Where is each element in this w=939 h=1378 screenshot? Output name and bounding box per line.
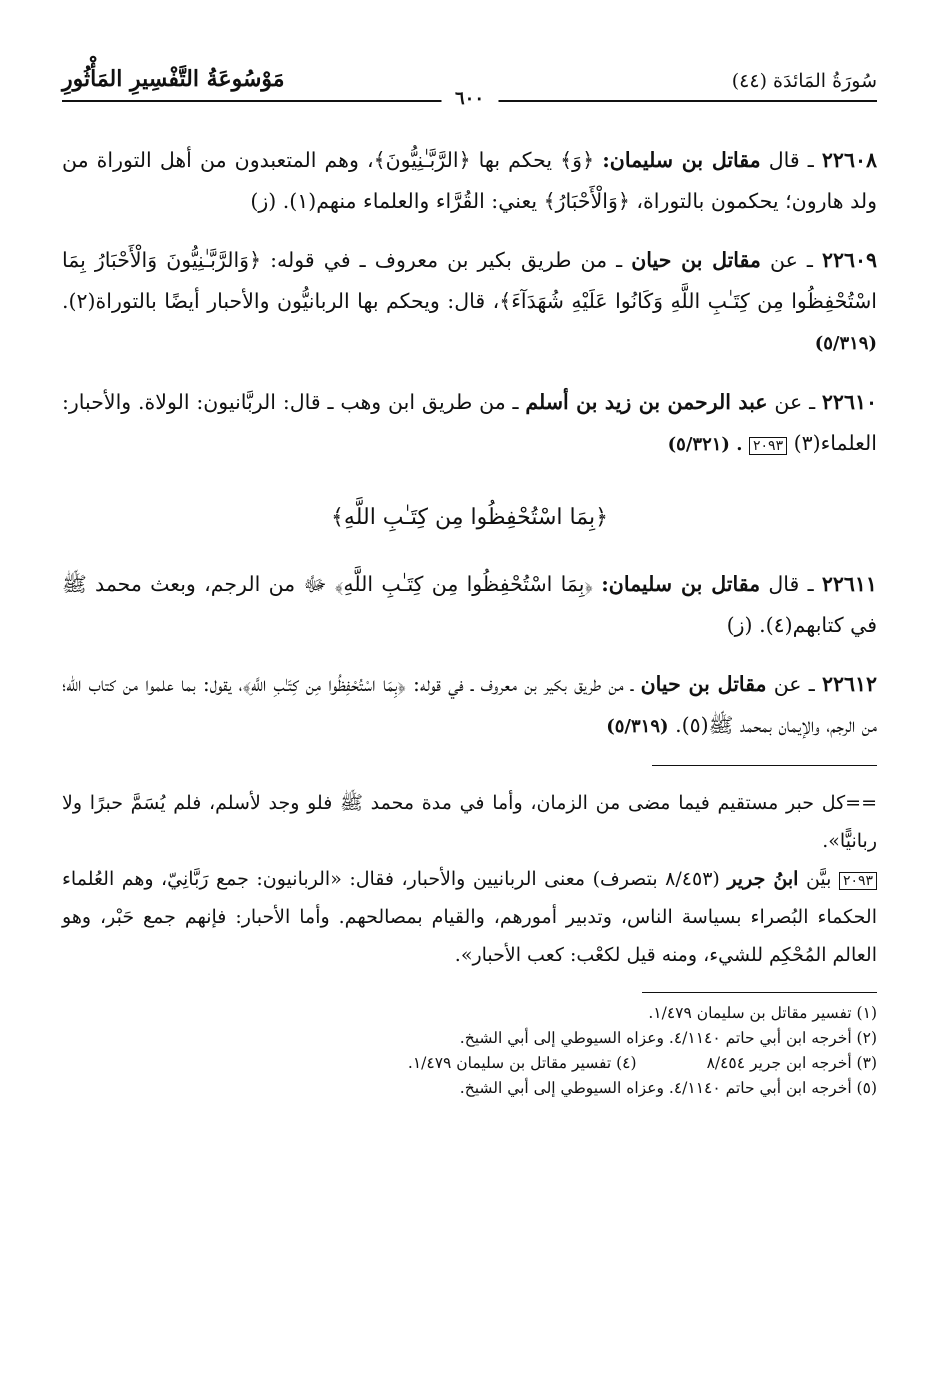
narrator-name: مقاتل بن حيان (640, 672, 767, 696)
narrator-name: مقاتل بن سليمان: (602, 148, 761, 172)
footnote-row (62, 1051, 877, 1076)
note-author: ابنُ جرير (727, 868, 799, 890)
entry-text: ـ من طريق ابن وهب ـ قال: الربَّانيون: الولاة. والأحبار: العلماء(٣) (62, 390, 877, 455)
entry-text: ـ من طريق بكير بن معروف ـ في قوله: ﴿وَالرَّبَّـٰنِيُّونَ وَالْأَحْبَارُ بِمَا اسْتُحْفِظُوا مِن كِتَـٰبِ اللَّهِ وَكَانُوا عَلَيْهِ شُهَدَآءَ﴾، قال: ويحكم بها الربانيُّون والأحبار أيضًا بالتوراة(٢). (62, 248, 877, 313)
entry-intro: ـ عن (773, 672, 815, 696)
entry-text: ﴿وَ﴾ يحكم بها ﴿الرَّبَّـٰنِيُّونَ﴾، وهم المتعبدون من أهل التوراة من ولد هارون؛ يحكمون بالتوراة، ﴿وَالْأَحْبَارُ﴾ يعني: القُرَّاء والعلماء منهم(١). (ز) (62, 148, 877, 213)
commentary-box-number: ٢٠٩٣ (749, 437, 787, 455)
section-heading: ﴿بِمَا اسْتُحْفِظُوا مِن كِتَـٰبِ اللَّهِ﴾ (331, 505, 608, 530)
footnote: (٢) أخرجه ابن أبي حاتم ٤/١١٤٠. وعزاه السيوطي إلى أبي الشيخ. (459, 1029, 877, 1047)
continued-note: ==كل حبر مستقيم فيما مضى من الزمان، وأما في مدة محمد ﷺ فلو وجد لأسلم، فلم يُسَمَّ حبرًا ولا ربانيًّا». (62, 792, 877, 852)
entry-number: ٢٢٦٠٩ (821, 248, 877, 272)
notes-divider (652, 765, 877, 766)
entry-number: ٢٢٦٠٨ (821, 148, 877, 172)
note-verb: بيَّن (805, 868, 832, 890)
entry-number: ٢٢٦١١ (821, 572, 877, 596)
commentary-note (62, 860, 877, 974)
entry-intro: ـ قال (768, 148, 814, 172)
entry-intro: ـ قال (768, 572, 814, 596)
encyclopedia-title: مَوْسُوعَةُ التَّفْسِيرِ المَأْثُورِ (62, 66, 285, 92)
narrator-name: مقاتل بن سليمان: (601, 572, 761, 596)
page-number: ٦٠٠ (441, 88, 498, 109)
entry (62, 140, 877, 222)
entry-text: ـ من طريق بكير بن معروف ـ في قوله: ﴿بِمَا اسْتُحْفِظُوا مِن كِتَـٰبِ اللَّهِ﴾، يقول: بما علموا من كتاب الله؛ من الرجم، والإيمان بمحمد ﷺ(٥). (62, 672, 877, 737)
entry (62, 664, 877, 747)
footnotes-divider (642, 992, 877, 993)
entry-text: ﴿بِمَا اسْتُحْفِظُوا مِن كِتَـٰبِ اللَّهِ﴾ ﷻ من الرجم، وبعث محمد ﷺ في كتابهم(٤). (ز) (62, 572, 877, 637)
commentary-box-number: ٢٠٩٣ (839, 872, 877, 890)
footnote: (٤) تفسير مقاتل بن سليمان ١/٤٧٩. (407, 1054, 637, 1072)
page-header (62, 58, 877, 110)
volume-reference: . (٥/٣٢١) (667, 434, 743, 455)
entry-intro: ـ عن (769, 248, 813, 272)
narrator-name: عبد الرحمن بن زيد بن أسلم (525, 390, 768, 414)
entry-intro: ـ عن (774, 390, 816, 414)
volume-reference: (٥/٣١٩) (814, 333, 877, 354)
entry (62, 564, 877, 646)
entry-number: ٢٢٦١٢ (821, 672, 877, 696)
footnote: (٣) أخرجه ابن جرير ٨/٤٥٤ (706, 1054, 877, 1072)
narrator-name: مقاتل بن حيان (631, 248, 761, 272)
footnote: (٥) أخرجه ابن أبي حاتم ٤/١١٤٠. وعزاه السيوطي إلى أبي الشيخ. (459, 1079, 877, 1097)
entry-number: ٢٢٦١٠ (821, 390, 877, 414)
footnote: (١) تفسير مقاتل بن سليمان ١/٤٧٩. (648, 1004, 877, 1022)
entry (62, 240, 877, 364)
entry (62, 382, 877, 465)
volume-reference: (٥/٣١٩) (606, 716, 669, 737)
page-content (62, 140, 877, 1101)
note-text: (٨/٤٥٣ بتصرف) معنى الربانيين والأحبار، فقال: «الربانيون: جمع رَبَّانِيّ، وهم العُلماء الحكماء البُصراء بسياسة الناس، وتدبير أمورهم، والقيام بمصالحهم. وأما الأحبار: فإنهم جمع حَبْر، وهو العالم المُحْكِم للشيء، ومنه قيل لكعْب: كعب الأحبار». (62, 868, 877, 966)
surah-title: سُورَةُ المَائدَة (٤٤) (731, 70, 877, 92)
